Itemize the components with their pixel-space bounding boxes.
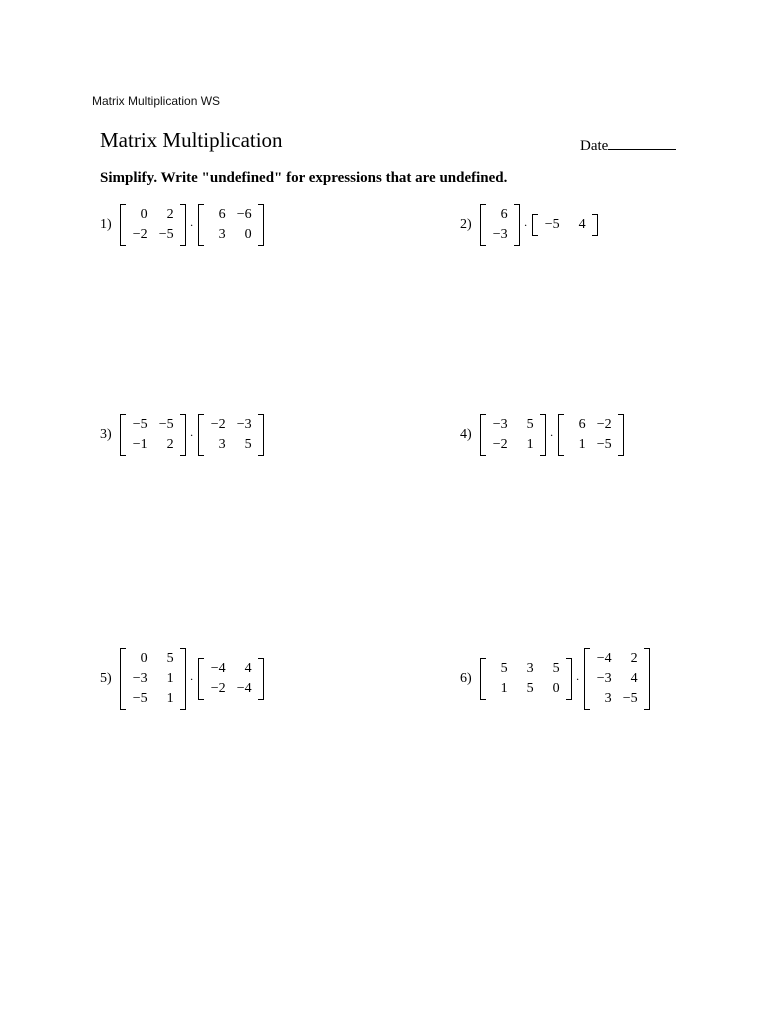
left-matrix bbox=[480, 204, 520, 246]
matrix-entry: 5 bbox=[166, 651, 174, 666]
problem-number: 3) bbox=[100, 427, 112, 442]
matrix-entry: 2 bbox=[166, 437, 174, 452]
matrix-entry: 5 bbox=[526, 681, 534, 696]
matrix-entry: 1 bbox=[166, 671, 174, 686]
right-bracket bbox=[180, 648, 186, 710]
problem-number: 4) bbox=[460, 427, 472, 442]
matrix-entry: 4 bbox=[630, 671, 638, 686]
matrix-entry: −4 bbox=[596, 651, 612, 666]
left-matrix bbox=[120, 648, 186, 710]
right-bracket bbox=[592, 214, 598, 236]
left-matrix bbox=[480, 414, 546, 456]
matrix-entry: −5 bbox=[158, 417, 174, 432]
matrix-entry: −2 bbox=[210, 681, 226, 696]
matrix-entry: 3 bbox=[218, 437, 226, 452]
matrix-entry: −6 bbox=[236, 207, 252, 222]
matrix-entry: −5 bbox=[132, 417, 148, 432]
matrix-entry: 5 bbox=[526, 417, 534, 432]
right-matrix bbox=[532, 214, 598, 236]
right-bracket bbox=[644, 648, 650, 710]
matrix-entry: −2 bbox=[492, 437, 508, 452]
right-matrix bbox=[198, 204, 264, 246]
right-bracket bbox=[566, 658, 572, 700]
matrix-entry: 2 bbox=[630, 651, 638, 666]
problem-2 bbox=[460, 204, 598, 246]
multiplication-dot: · bbox=[189, 671, 194, 686]
matrix-entry: 6 bbox=[578, 417, 586, 432]
right-bracket bbox=[258, 204, 264, 246]
matrix-entry: 4 bbox=[244, 661, 252, 676]
matrix-entry: 0 bbox=[140, 651, 148, 666]
matrix-entry: −2 bbox=[132, 227, 148, 242]
matrix-entry: 5 bbox=[500, 661, 508, 676]
matrix-entry: 3 bbox=[526, 661, 534, 676]
matrix-entry: −3 bbox=[132, 671, 148, 686]
left-matrix bbox=[120, 204, 186, 246]
problem-number: 6) bbox=[460, 671, 472, 686]
matrix-entry: 6 bbox=[218, 207, 226, 222]
multiplication-dot: · bbox=[189, 217, 194, 232]
matrix-entry: 5 bbox=[244, 437, 252, 452]
matrix-entry: 1 bbox=[500, 681, 508, 696]
right-bracket bbox=[180, 204, 186, 246]
problem-4 bbox=[460, 414, 624, 456]
matrix-entry: 4 bbox=[578, 217, 586, 232]
matrix-entry: 1 bbox=[166, 691, 174, 706]
matrix-entry: −3 bbox=[492, 417, 508, 432]
document-header: Matrix Multiplication WS bbox=[92, 94, 221, 108]
problem-5 bbox=[100, 648, 264, 710]
matrix-entry: −1 bbox=[132, 437, 148, 452]
right-bracket bbox=[180, 414, 186, 456]
worksheet-title: Matrix Multiplication bbox=[100, 128, 283, 152]
matrix-entry: −5 bbox=[544, 217, 560, 232]
matrix-entry: 0 bbox=[552, 681, 560, 696]
right-bracket bbox=[618, 414, 624, 456]
multiplication-dot: · bbox=[575, 671, 580, 686]
matrix-entry: −4 bbox=[210, 661, 226, 676]
right-matrix bbox=[198, 658, 264, 700]
matrix-entry: 0 bbox=[140, 207, 148, 222]
right-bracket bbox=[540, 414, 546, 456]
problem-number: 1) bbox=[100, 217, 112, 232]
multiplication-dot: · bbox=[549, 427, 554, 442]
matrix-entry: −2 bbox=[596, 417, 612, 432]
matrix-entry: 6 bbox=[500, 207, 508, 222]
problem-3 bbox=[100, 414, 264, 456]
right-matrix bbox=[584, 648, 650, 710]
instructions: Simplify. Write "undefined" for expressions that are undefined. bbox=[100, 170, 508, 186]
date-field bbox=[580, 136, 676, 155]
matrix-entry: 0 bbox=[244, 227, 252, 242]
date-blank-line bbox=[608, 136, 676, 150]
right-matrix bbox=[198, 414, 264, 456]
matrix-entry: −5 bbox=[132, 691, 148, 706]
matrix-entry: −5 bbox=[596, 437, 612, 452]
multiplication-dot: · bbox=[523, 217, 528, 232]
matrix-entry: 2 bbox=[166, 207, 174, 222]
right-bracket bbox=[258, 414, 264, 456]
matrix-entry: −2 bbox=[210, 417, 226, 432]
right-matrix bbox=[558, 414, 624, 456]
matrix-entry: 5 bbox=[552, 661, 560, 676]
matrix-entry: −5 bbox=[622, 691, 638, 706]
left-matrix bbox=[480, 658, 572, 700]
multiplication-dot: · bbox=[189, 427, 194, 442]
problem-number: 5) bbox=[100, 671, 112, 686]
problem-number: 2) bbox=[460, 217, 472, 232]
matrix-entry: −3 bbox=[236, 417, 252, 432]
right-bracket bbox=[514, 204, 520, 246]
matrix-entry: −4 bbox=[236, 681, 252, 696]
matrix-entry: −5 bbox=[158, 227, 174, 242]
matrix-entry: −3 bbox=[492, 227, 508, 242]
problem-6 bbox=[460, 648, 650, 710]
right-bracket bbox=[258, 658, 264, 700]
matrix-entry: 1 bbox=[526, 437, 534, 452]
matrix-entry: 1 bbox=[578, 437, 586, 452]
date-label: Date bbox=[580, 138, 609, 154]
matrix-entry: −3 bbox=[596, 671, 612, 686]
left-matrix bbox=[120, 414, 186, 456]
matrix-entry: 3 bbox=[218, 227, 226, 242]
problem-1 bbox=[100, 204, 264, 246]
matrix-entry: 3 bbox=[604, 691, 612, 706]
